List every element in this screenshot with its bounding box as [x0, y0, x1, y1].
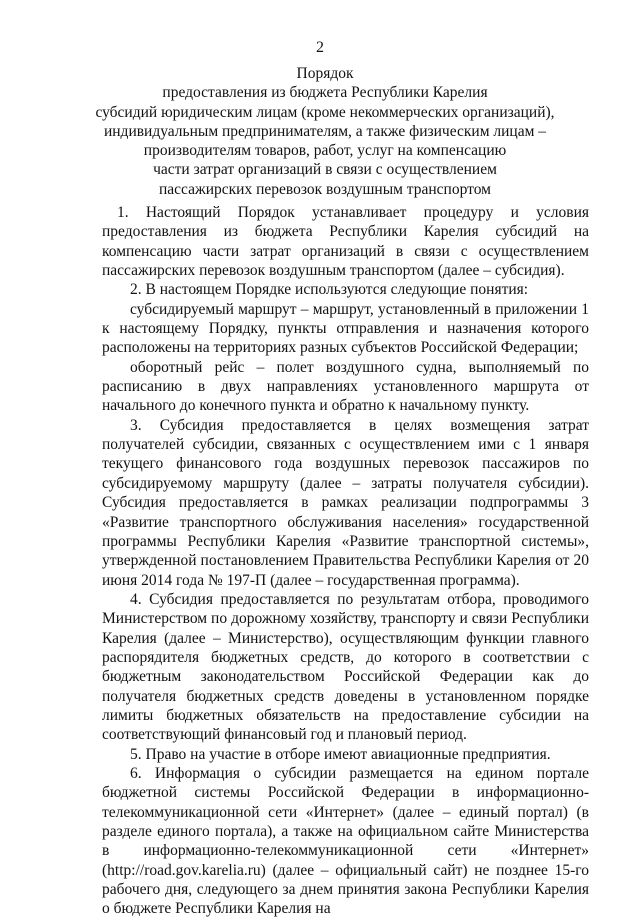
title-line: индивидуальным предпринимателям, а также физическим лицам – [103, 122, 547, 140]
paragraph-1: 1. Настоящий Порядок устанавливает процедуру и условия предоставления из бюджета Республики Карелия субсидий на компенсацию части затрат организаций в связи с осуществлением пассажирских перевозок воздушным транспортом (далее – субсидия). [102, 204, 589, 280]
paragraph-definition-route: субсидируемый маршрут – маршрут, установленный в приложении 1 к настоящему Порядку, пункты отправления и назначения которого расположены на территориях разных субъектов Российской Федерации; [102, 300, 589, 357]
page-number: 2 [316, 39, 324, 56]
paragraph-2: 2. В настоящем Порядке используются следующие понятия: [130, 281, 529, 299]
paragraph-6: 6. Информация о субсидии размещается на едином портале бюджетной системы Российской Федерации в информационно-телекоммуникационной сети «Интернет» (далее – единый портал) (в разделе единого портала), а также на официальном сайте Министерства в информационно-телекоммуникационной сети «Интернет» (http://road.gov.karelia.ru) (далее – официальный сайт) не позднее 15-го рабочего дня, следующего за днем принятия закона Республики Карелия о бюджете Республики Карелия на [102, 764, 589, 918]
title-line: предоставления из бюджета Республики Карелия [162, 84, 488, 102]
title-line: пассажирских перевозок воздушным транспортом [158, 180, 491, 198]
document-title [60, 64, 590, 199]
paragraph-3: 3. Субсидия предоставляется в целях возмещения затрат получателей субсидии, связанных с осуществлением ими с 1 января текущего финансового года воздушных перевозок пассажиров по субсидируемому маршруту (далее – затраты получателя субсидии). Субсидия предоставляется в рамках реализации подпрограммы 3 «Развитие транспортного обслуживания населения» государственной программы Республики Карелия «Развитие транспортной системы», утвержденной постановлением Правительства Республики Карелия от 20 июня 2014 года № 197-П (далее – государственная программа). [102, 416, 589, 589]
paragraph-4: 4. Субсидия предоставляется по результатам отбора, проводимого Министерством по дорожному хозяйству, транспорту и связи Республики Карелия (далее – Министерство), осуществляющим функции главного распорядителя бюджетных средств, до которого в соответствии с бюджетным законодательством Российской Федерации как до получателя бюджетных средств доведены в установленном порядке лимиты бюджетных обязательств на предоставление субсидии на соответствующий финансовый год и плановый период. [102, 590, 589, 744]
document-body [102, 203, 589, 919]
paragraph-5: 5. Право на участие в отборе имеют авиационные предприятия. [130, 745, 551, 763]
title-line: субсидий юридическим лицам (кроме некоммерческих организаций), [95, 103, 555, 121]
title-line: Порядок [296, 65, 354, 82]
title-line: производителям товаров, работ, услуг на компенсацию [143, 142, 507, 160]
paragraph-definition-flight: оборотный рейс – полет воздушного судна, выполняемый по расписанию в двух направлениях установленного маршрута от начального до конечного пункта и обратно к начальному пункту. [102, 358, 589, 415]
title-line: части затрат организаций в связи с осуществлением [153, 161, 497, 179]
